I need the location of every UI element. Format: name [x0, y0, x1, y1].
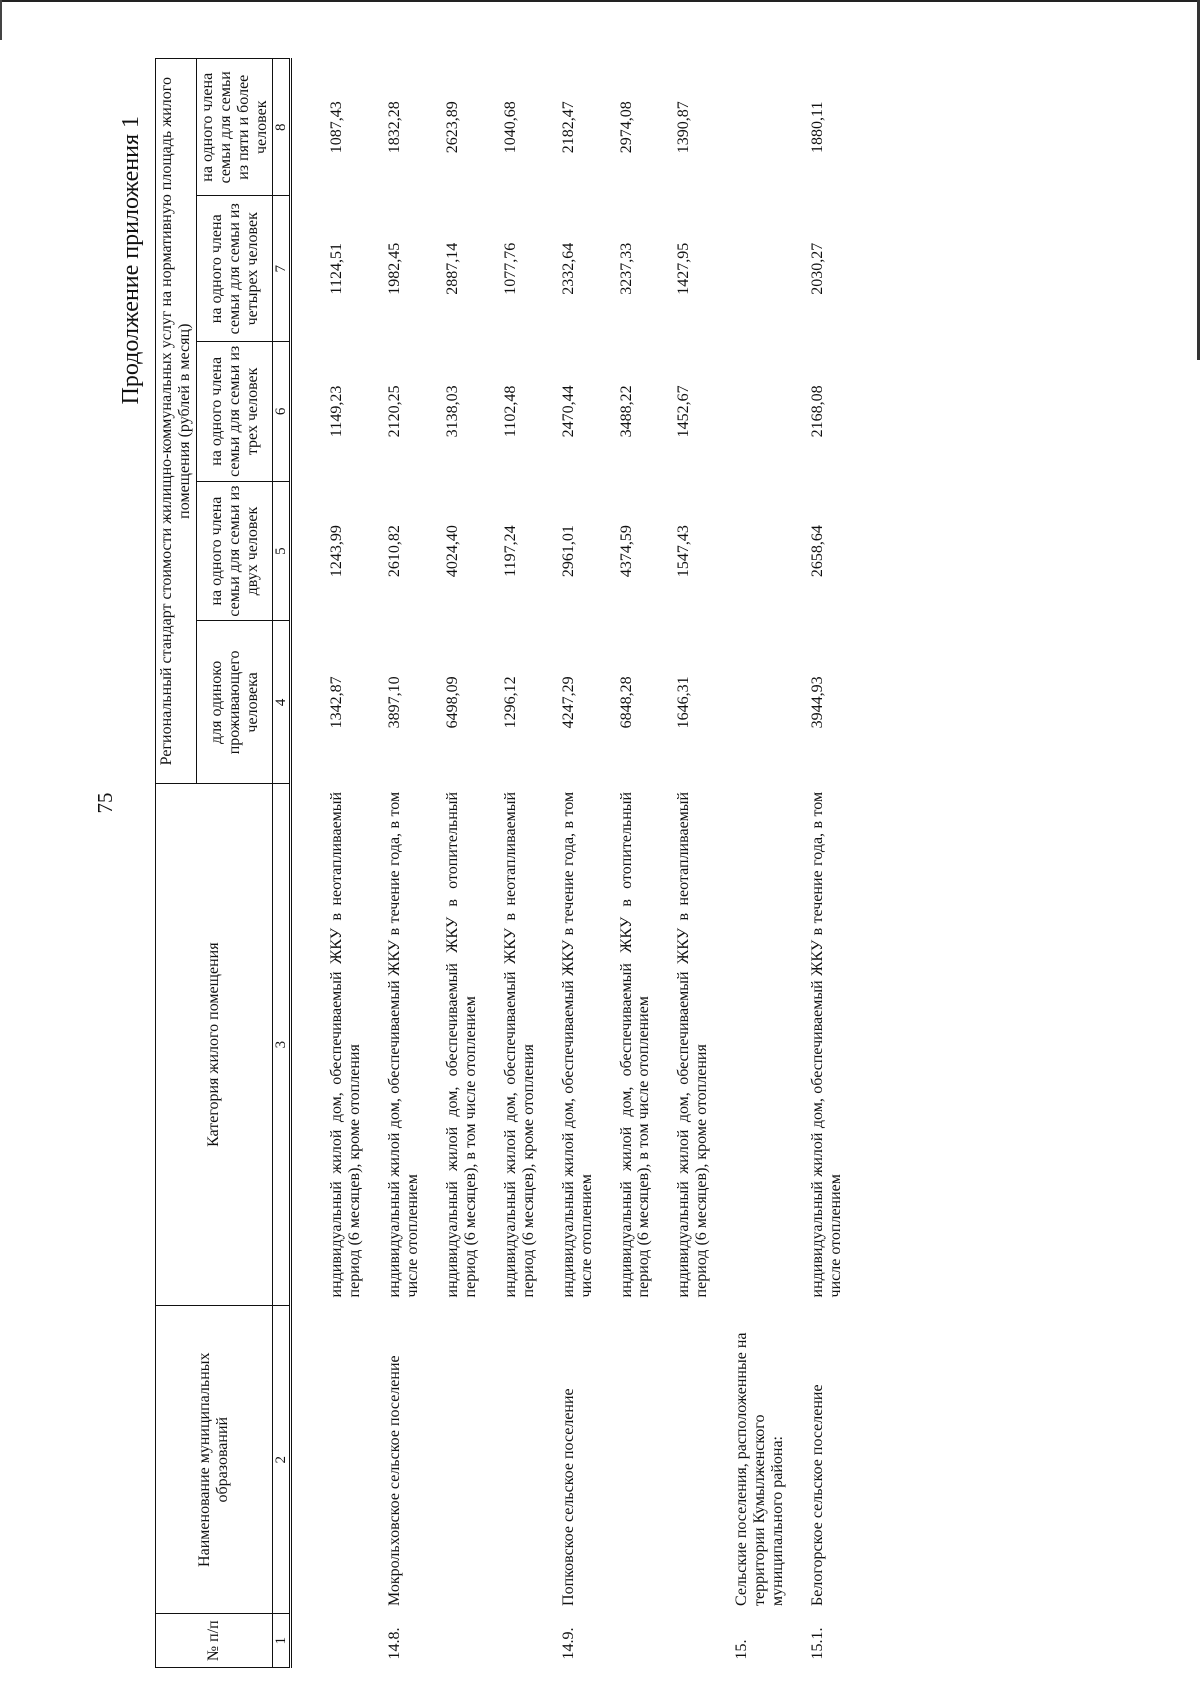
- column-number-row: [273, 59, 291, 1668]
- row-number: 14.9.: [559, 1627, 577, 1660]
- value-four: 2332,64: [559, 242, 577, 295]
- value-three: 3138,03: [444, 385, 462, 438]
- municipality-name: [608, 1305, 666, 1614]
- row-number: [665, 1614, 723, 1668]
- value-five-plus: 2974,08: [617, 101, 635, 154]
- column-number: 5: [273, 481, 291, 621]
- housing-category: индивидуальный жилой дом, обеспечиваемый ЖКУ в отопительный период (6 месяцев), в том числе отоплением: [617, 791, 653, 1298]
- value-two: 1547,43: [675, 525, 693, 578]
- value-two: [723, 481, 799, 621]
- housing-category: индивидуальный жилой дом, обеспечиваемый ЖКУ в течение года, в том числе отоплением: [386, 791, 422, 1298]
- table-row: [799, 59, 857, 1668]
- scan-edge-top: [0, 0, 1200, 2]
- header-col-4: для одиноко проживающего человека: [196, 621, 273, 784]
- header-col-2: Наименование муниципальных образований: [156, 1305, 273, 1614]
- value-four: 3237,33: [617, 242, 635, 295]
- table-row: [608, 59, 666, 1668]
- header-group: Региональный стандарт стоимости жилищно-коммунальных услуг на нормативную площадь жилого помещения (рублей в месяц): [156, 59, 197, 784]
- value-three: [723, 342, 799, 482]
- scan-edge-left: [0, 0, 2, 40]
- header-col-3: Категория жилого помещения: [156, 784, 273, 1306]
- header-row-1: [156, 59, 197, 1668]
- value-three: 2120,25: [386, 385, 404, 438]
- table-row: [376, 59, 434, 1668]
- value-single: [723, 621, 799, 784]
- value-five-plus: 1832,28: [386, 101, 404, 154]
- value-three: 1452,67: [675, 385, 693, 438]
- value-two: 1197,24: [501, 525, 519, 577]
- row-number: [492, 1614, 550, 1668]
- value-two: 2610,82: [386, 525, 404, 578]
- value-four: 1077,76: [501, 242, 519, 295]
- value-single: 3944,93: [808, 676, 826, 729]
- row-number: [318, 1614, 376, 1668]
- housing-category: [723, 784, 799, 1306]
- municipality-name: Белогорское сельское поселение: [808, 1384, 826, 1606]
- value-single: 3897,10: [386, 676, 404, 729]
- header-col-6: на одного члена семьи для семьи из трех человек: [196, 342, 273, 482]
- table-row-group: [723, 59, 799, 1668]
- housing-category: индивидуальный жилой дом, обеспечиваемый ЖКУ в неотапливаемый период (6 месяцев), кроме отопления: [328, 791, 364, 1298]
- table-row: [492, 59, 550, 1668]
- value-five-plus: [723, 59, 799, 196]
- table-row: [665, 59, 723, 1668]
- row-number: [608, 1614, 666, 1668]
- header-col-8: на одного члена семьи для семьи из пяти и более человек: [196, 59, 273, 196]
- tariff-table: [155, 58, 857, 1668]
- value-three: 1149,23: [328, 385, 346, 438]
- value-single: 1646,31: [675, 676, 693, 729]
- table-row: [318, 59, 376, 1668]
- header-col-5: на одного члена семьи для семьи из двух человек: [196, 481, 273, 621]
- value-two: 1243,99: [328, 525, 346, 578]
- value-two: 4024,40: [444, 525, 462, 578]
- table-row: [434, 59, 492, 1668]
- column-number: 2: [273, 1305, 291, 1614]
- row-number: 15.: [733, 1639, 751, 1660]
- table-row: [550, 59, 608, 1668]
- value-four: 2030,27: [808, 242, 826, 295]
- value-two: 2658,64: [808, 525, 826, 578]
- municipality-name: Сельские поселения, расположенные на территории Кумылженского муниципального района:: [733, 1332, 786, 1606]
- value-single: 6498,09: [444, 676, 462, 729]
- municipality-name: Мокрольховское сельское поселение: [386, 1355, 404, 1606]
- housing-category: индивидуальный жилой дом, обеспечиваемый ЖКУ в отопительный период (6 месяцев), в том числе отоплением: [444, 791, 479, 1298]
- municipality-name: [492, 1305, 550, 1614]
- column-number: 6: [273, 342, 291, 482]
- municipality-name: [434, 1305, 492, 1614]
- value-four: 1124,51: [328, 243, 346, 295]
- housing-category: индивидуальный жилой дом, обеспечиваемый ЖКУ в течение года, в том числе отоплением: [559, 791, 595, 1298]
- value-five-plus: 2623,89: [444, 101, 462, 154]
- value-three: 2168,08: [808, 385, 826, 438]
- value-five-plus: 1040,68: [501, 101, 519, 154]
- document-sheet: [30, 58, 1180, 1668]
- value-four: 1982,45: [386, 242, 404, 295]
- value-five-plus: 1390,87: [675, 101, 693, 154]
- value-three: 2470,44: [559, 385, 577, 438]
- continuation-title: Продолжение приложения 1: [118, 116, 144, 405]
- column-number: 1: [273, 1614, 291, 1668]
- row-number: 15.1.: [808, 1627, 826, 1660]
- value-four: [723, 196, 799, 342]
- value-five-plus: 1087,43: [328, 101, 346, 154]
- value-single: 6848,28: [617, 676, 635, 729]
- municipality-name: [318, 1305, 376, 1614]
- row-number: [434, 1614, 492, 1668]
- housing-category: индивидуальный жилой дом, обеспечиваемый ЖКУ в неотапливаемый период (6 месяцев), кроме отопления: [675, 791, 711, 1298]
- column-number: 3: [273, 784, 291, 1306]
- housing-category: индивидуальный жилой дом, обеспечиваемый ЖКУ в неотапливаемый период (6 месяцев), кроме отопления: [501, 791, 537, 1298]
- municipality-name: [665, 1305, 723, 1614]
- value-four: 1427,95: [675, 242, 693, 295]
- page-number: 75: [93, 792, 117, 814]
- housing-category: индивидуальный жилой дом, обеспечиваемый ЖКУ в течение года, в том числе отоплением: [808, 791, 844, 1298]
- header-col-7: на одного члена семьи для семьи из четырех человек: [196, 196, 273, 342]
- municipality-name: Попковское сельское поселение: [559, 1388, 577, 1606]
- value-single: 1296,12: [501, 676, 519, 729]
- value-single: 4247,29: [559, 676, 577, 729]
- value-three: 3488,22: [617, 385, 635, 438]
- value-three: 1102,48: [501, 385, 519, 438]
- value-four: 2887,14: [444, 242, 462, 295]
- row-number: 14.8.: [386, 1627, 404, 1660]
- value-two: 2961,01: [559, 525, 577, 578]
- value-single: 1342,87: [328, 676, 346, 729]
- header-col-1: № п/п: [156, 1614, 273, 1668]
- spacer-row: [291, 59, 319, 1668]
- value-five-plus: 2182,47: [559, 101, 577, 154]
- column-number: 8: [273, 59, 291, 196]
- value-two: 4374,59: [617, 525, 635, 578]
- value-five-plus: 1880,11: [808, 101, 826, 153]
- column-number: 4: [273, 621, 291, 784]
- column-number: 7: [273, 196, 291, 342]
